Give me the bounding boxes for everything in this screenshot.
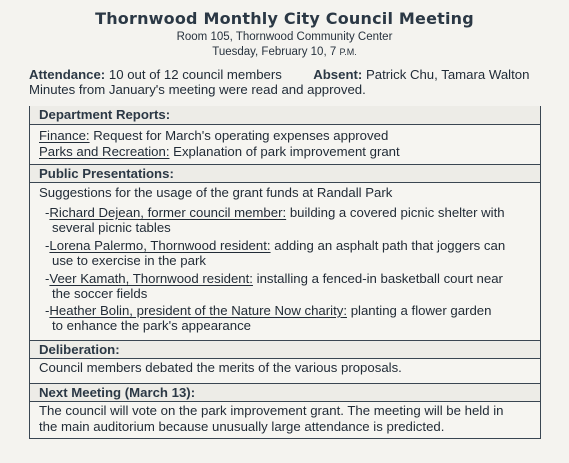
presentation-item-continued: several picnic tables — [52, 220, 171, 235]
next-meeting-text-line1: The council will vote on the park improvement grant. The meeting will be held in — [39, 403, 504, 418]
presentation-item-continued: the soccer fields — [52, 286, 148, 301]
absent-label: Absent: — [313, 67, 363, 82]
attendance-value: 10 out of 12 council members — [108, 67, 282, 82]
presentation-item: -Veer Kamath, Thornwood resident: installing a fenced-in basketball court near — [45, 271, 503, 286]
presentation-item-continued: to enhance the park's appearance — [52, 318, 252, 333]
deliberation-text: Council members debated the merits of the various proposals. — [39, 360, 402, 375]
time-suffix: P.M. — [339, 47, 357, 57]
minutes-table — [29, 106, 541, 439]
next-meeting-header — [30, 383, 540, 402]
presentation-item: -Richard Dejean, former council member: building a covered picnic shelter with — [45, 205, 505, 220]
presentation-item-continued: use to exercise in the park — [52, 253, 206, 268]
absent-value: Patrick Chu, Tamara Walton — [365, 67, 530, 82]
presentation-text: adding an asphalt path that joggers can — [274, 238, 506, 253]
report-finance-label: Finance: — [39, 128, 90, 143]
presentation-item: -Lorena Palermo, Thornwood resident: adding an asphalt path that joggers can — [45, 238, 506, 253]
minutes-note: Minutes from January's meeting were read and approved. — [29, 82, 366, 97]
meeting-location: Room 105, Thornwood Community Center — [176, 31, 393, 43]
presentation-speaker: Veer Kamath, Thornwood resident: — [49, 271, 253, 286]
public-presentations-heading: Public Presentations: — [39, 166, 174, 181]
report-parks-label: Parks and Recreation: — [39, 144, 170, 159]
date-time-text: Tuesday, February 10, 7 — [212, 46, 337, 58]
presentation-text: building a covered picnic shelter with — [289, 205, 505, 220]
deliberation-heading: Deliberation: — [39, 342, 120, 357]
next-meeting-heading: Next Meeting (March 13): — [39, 385, 196, 400]
report-finance-text: Request for March's operating expenses approved — [93, 128, 389, 143]
public-presentations-header — [30, 164, 540, 183]
presentation-speaker: Richard Dejean, former council member: — [49, 205, 287, 220]
report-parks-text: Explanation of park improvement grant — [173, 144, 400, 159]
report-parks — [39, 144, 400, 159]
department-reports-header — [30, 106, 540, 125]
meeting-date-time — [0, 46, 569, 58]
presentation-speaker: Lorena Palermo, Thornwood resident: — [49, 238, 271, 253]
presentation-text: planting a flower garden — [350, 303, 492, 318]
presentation-speaker: Heather Bolin, president of the Nature Now charity: — [49, 303, 348, 318]
presentation-item: -Heather Bolin, president of the Nature Now charity: planting a flower garden — [45, 303, 492, 318]
presentation-text: installing a fenced-in basketball court near — [256, 271, 503, 286]
report-finance — [39, 128, 388, 143]
department-reports-heading: Department Reports: — [39, 106, 171, 122]
next-meeting-text-line2: the main auditorium because unusually large attendance is predicted. — [39, 419, 445, 434]
presentations-intro: Suggestions for the usage of the grant funds at Randall Park — [39, 185, 393, 200]
deliberation-header — [30, 340, 540, 359]
document-title: Thornwood Monthly City Council Meeting — [95, 9, 474, 28]
attendance-label: Attendance: — [29, 67, 106, 82]
attendance-line — [29, 67, 529, 82]
